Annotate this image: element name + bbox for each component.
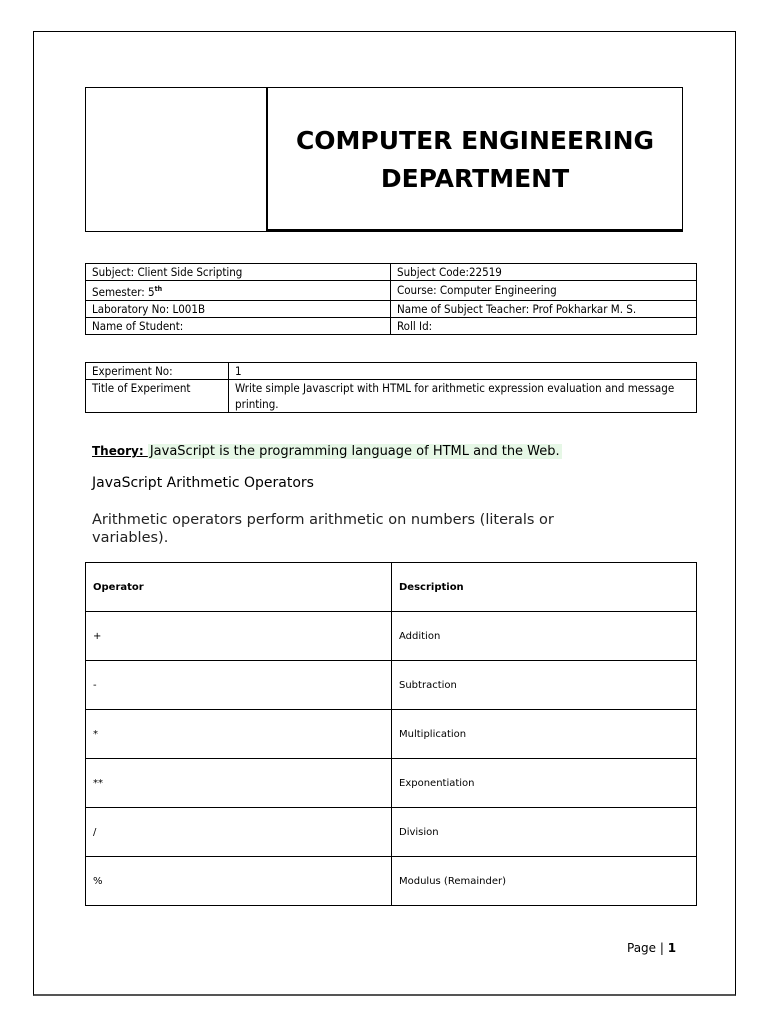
operator-cell: * bbox=[86, 710, 392, 759]
teacher-cell: Name of Subject Teacher: Prof Pokharkar M. S. bbox=[391, 300, 697, 317]
description-header: Description bbox=[392, 563, 697, 612]
experiment-no-value: 1 bbox=[229, 363, 697, 380]
lab-no-cell: Laboratory No: L001B bbox=[86, 300, 391, 317]
operator-cell: / bbox=[86, 808, 392, 857]
table-row bbox=[86, 808, 697, 857]
logo-cell bbox=[86, 88, 267, 231]
table-row bbox=[86, 281, 697, 301]
table-row bbox=[86, 380, 697, 413]
operator-cell: - bbox=[86, 661, 392, 710]
theory-text: JavaScript is the programming language of HTML and the Web. bbox=[149, 444, 560, 459]
theory-line bbox=[92, 442, 562, 461]
subject-info-table bbox=[85, 263, 697, 335]
page-footer bbox=[627, 941, 676, 955]
description-cell: Division bbox=[392, 808, 697, 857]
subject-cell: Subject: Client Side Scripting bbox=[86, 264, 391, 281]
table-row bbox=[86, 300, 697, 317]
page-label: Page bbox=[627, 941, 657, 955]
description-cell: Addition bbox=[392, 612, 697, 661]
table-row bbox=[86, 264, 697, 281]
table-row bbox=[86, 759, 697, 808]
table-row bbox=[86, 710, 697, 759]
intro-paragraph: Arithmetic operators perform arithmetic on numbers (literals or variables). bbox=[92, 512, 554, 546]
roll-id-cell: Roll Id: bbox=[391, 317, 697, 334]
table-row bbox=[86, 317, 697, 334]
page-number: 1 bbox=[667, 941, 677, 955]
operator-header: Operator bbox=[86, 563, 392, 612]
operator-cell: + bbox=[86, 612, 392, 661]
operator-cell: ** bbox=[86, 759, 392, 808]
title-line-1: COMPUTER ENGINEERING bbox=[295, 125, 655, 155]
description-cell: Multiplication bbox=[392, 710, 697, 759]
page-separator: | bbox=[656, 941, 668, 955]
semester-text: Semester: 5 bbox=[92, 284, 155, 299]
description-cell: Subtraction bbox=[392, 661, 697, 710]
table-header-row bbox=[86, 563, 697, 612]
experiment-title-label: Title of Experiment bbox=[86, 380, 229, 413]
title-line-2: DEPARTMENT bbox=[380, 163, 570, 193]
description-cell: Modulus (Remainder) bbox=[392, 857, 697, 906]
section-heading: JavaScript Arithmetic Operators bbox=[92, 475, 314, 491]
table-row bbox=[86, 612, 697, 661]
semester-superscript: th bbox=[154, 285, 163, 293]
student-name-cell: Name of Student: bbox=[86, 317, 391, 334]
description-cell: Exponentiation bbox=[392, 759, 697, 808]
subject-code-cell: Subject Code:22519 bbox=[391, 264, 697, 281]
course-cell: Course: Computer Engineering bbox=[391, 281, 697, 301]
experiment-table bbox=[85, 362, 697, 413]
table-row bbox=[86, 857, 697, 906]
table-row bbox=[86, 363, 697, 380]
experiment-title-value: Write simple Javascript with HTML for arithmetic expression evaluation and message printing. bbox=[229, 380, 697, 413]
theory-label: Theory: bbox=[92, 444, 148, 458]
operators-table bbox=[85, 562, 697, 906]
table-row bbox=[86, 661, 697, 710]
semester-cell bbox=[86, 281, 391, 301]
header-box bbox=[85, 87, 683, 232]
operator-cell: % bbox=[86, 857, 392, 906]
experiment-no-label: Experiment No: bbox=[86, 363, 229, 380]
department-title bbox=[267, 88, 682, 231]
